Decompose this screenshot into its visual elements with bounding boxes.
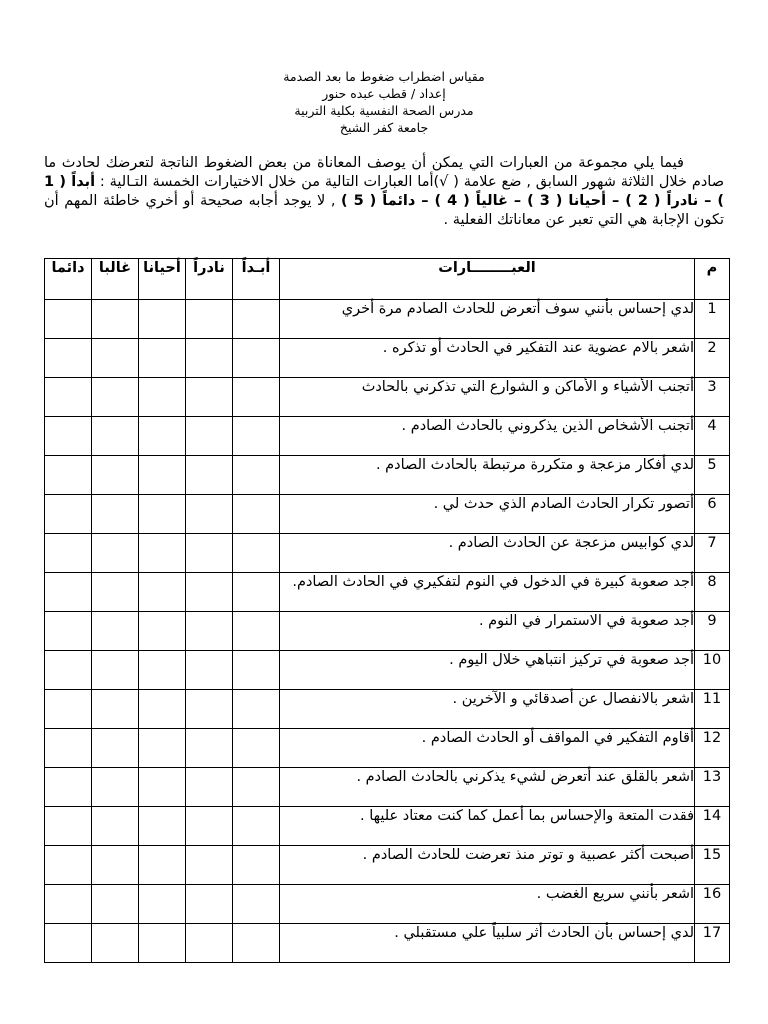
- instructions-paragraph: [44, 154, 724, 230]
- answer-cell-sometimes[interactable]: [139, 534, 186, 573]
- answer-cell-always[interactable]: [45, 924, 92, 963]
- answer-cell-sometimes[interactable]: [139, 885, 186, 924]
- table-row: [45, 339, 730, 378]
- answer-cell-often[interactable]: [92, 768, 139, 807]
- table-row: [45, 495, 730, 534]
- item-number: 10: [695, 651, 730, 690]
- table-row: [45, 651, 730, 690]
- table-header-row: [45, 259, 730, 300]
- item-number: 7: [695, 534, 730, 573]
- item-statement: أجد صعوبة كبيرة في الدخول في النوم لتفكيري في الحادث الصادم.: [280, 573, 695, 612]
- answer-cell-always[interactable]: [45, 807, 92, 846]
- answer-cell-rarely[interactable]: [186, 612, 233, 651]
- item-number: 5: [695, 456, 730, 495]
- scale-table: [44, 258, 730, 963]
- answer-cell-rarely[interactable]: [186, 729, 233, 768]
- header-rarely: نادراً: [186, 259, 233, 300]
- answer-cell-never[interactable]: [233, 573, 280, 612]
- item-statement: لدي إحساس بأنني سوف أتعرض للحادث الصادم مرة أخري: [280, 300, 695, 339]
- header-number: م: [695, 259, 730, 300]
- answer-cell-never[interactable]: [233, 612, 280, 651]
- answer-cell-often[interactable]: [92, 885, 139, 924]
- answer-cell-always[interactable]: [45, 339, 92, 378]
- item-statement: أتجنب الأشياء و الأماكن و الشوارع التي تذكرني بالحادث: [280, 378, 695, 417]
- answer-cell-never[interactable]: [233, 885, 280, 924]
- header-always: دائما: [45, 259, 92, 300]
- answer-cell-often[interactable]: [92, 417, 139, 456]
- item-number: 13: [695, 768, 730, 807]
- item-statement: أقاوم التفكير في المواقف أو الحادث الصادم .: [280, 729, 695, 768]
- table-row: [45, 729, 730, 768]
- item-statement: اشعر بالقلق عند أتعرض لشيء يذكرني بالحادث الصادم .: [280, 768, 695, 807]
- table-row: [45, 690, 730, 729]
- answer-cell-rarely[interactable]: [186, 456, 233, 495]
- item-number: 16: [695, 885, 730, 924]
- answer-cell-never[interactable]: [233, 924, 280, 963]
- instructions-part2: , لا يوجد أجابه صحيحة أو أخري خاطئة المهم أن تكون الإجابة هي التي تعبر عن معاناتك الفعلية .: [44, 193, 724, 228]
- instructions-part1: فيما يلي مجموعة من العبارات التي يمكن أن يوصف المعاناة من بعض الضغوط الناتجة لتعرضك لحادث ما صادم خلال الثلاثة شهور السابق , ضع علامة ( √)أما العبارات التالية من خلال الاختيارات الخمسة التـالية :: [44, 155, 725, 190]
- answer-cell-sometimes[interactable]: [139, 612, 186, 651]
- table-row: [45, 924, 730, 963]
- answer-cell-rarely[interactable]: [186, 690, 233, 729]
- table-row: [45, 534, 730, 573]
- table-row: [45, 378, 730, 417]
- answer-cell-often[interactable]: [92, 495, 139, 534]
- table-row: [45, 417, 730, 456]
- answer-cell-often[interactable]: [92, 729, 139, 768]
- answer-cell-never[interactable]: [233, 456, 280, 495]
- answer-cell-sometimes[interactable]: [139, 495, 186, 534]
- prepared-by: إعداد / قطب عبده حنور: [322, 86, 446, 101]
- item-number: 3: [695, 378, 730, 417]
- answer-cell-always[interactable]: [45, 417, 92, 456]
- answer-cell-sometimes[interactable]: [139, 339, 186, 378]
- header-never: أبـداً: [233, 259, 280, 300]
- answer-cell-sometimes[interactable]: [139, 768, 186, 807]
- answer-cell-sometimes[interactable]: [139, 417, 186, 456]
- answer-cell-often[interactable]: [92, 846, 139, 885]
- item-number: 2: [695, 339, 730, 378]
- answer-cell-always[interactable]: [45, 690, 92, 729]
- item-statement: لدي أفكار مزعجة و متكررة مرتبطة بالحادث الصادم .: [280, 456, 695, 495]
- answer-cell-often[interactable]: [92, 807, 139, 846]
- item-statement: أتصور تكرار الحادث الصادم الذي حدث لي .: [280, 495, 695, 534]
- answer-cell-rarely[interactable]: [186, 846, 233, 885]
- answer-cell-sometimes[interactable]: [139, 729, 186, 768]
- answer-cell-often[interactable]: [92, 573, 139, 612]
- item-statement: أجد صعوبة في تركيز انتباهي خلال اليوم .: [280, 651, 695, 690]
- item-number: 6: [695, 495, 730, 534]
- table-row: [45, 456, 730, 495]
- answer-cell-sometimes[interactable]: [139, 924, 186, 963]
- table-row: [45, 846, 730, 885]
- answer-cell-rarely[interactable]: [186, 651, 233, 690]
- item-number: 8: [695, 573, 730, 612]
- answer-cell-often[interactable]: [92, 300, 139, 339]
- table-row: [45, 807, 730, 846]
- answer-cell-always[interactable]: [45, 573, 92, 612]
- header-often: غالبا: [92, 259, 139, 300]
- answer-cell-always[interactable]: [45, 495, 92, 534]
- answer-cell-sometimes[interactable]: [139, 690, 186, 729]
- item-statement: أصبحت أكثر عصبية و توتر منذ تعرضت للحادث الصادم .: [280, 846, 695, 885]
- table-row: [45, 573, 730, 612]
- answer-cell-never[interactable]: [233, 729, 280, 768]
- answer-cell-always[interactable]: [45, 768, 92, 807]
- item-statement: لدي كوابيس مزعجة عن الحادث الصادم .: [280, 534, 695, 573]
- item-number: 1: [695, 300, 730, 339]
- item-statement: فقدت المتعة والإحساس بما أعمل كما كنت معتاد عليها .: [280, 807, 695, 846]
- author-position: مدرس الصحة النفسية بكلية التربية: [294, 103, 474, 118]
- answer-cell-never[interactable]: [233, 339, 280, 378]
- item-number: 12: [695, 729, 730, 768]
- document-header: [0, 68, 768, 136]
- answer-cell-always[interactable]: [45, 378, 92, 417]
- answer-cell-sometimes[interactable]: [139, 300, 186, 339]
- table-row: [45, 300, 730, 339]
- answer-cell-always[interactable]: [45, 300, 92, 339]
- answer-cell-often[interactable]: [92, 690, 139, 729]
- answer-cell-sometimes[interactable]: [139, 456, 186, 495]
- answer-cell-always[interactable]: [45, 612, 92, 651]
- item-number: 17: [695, 924, 730, 963]
- instructions-text: [44, 154, 724, 230]
- header-statements: العبــــــــارات: [280, 259, 695, 300]
- answer-cell-never[interactable]: [233, 651, 280, 690]
- item-number: 11: [695, 690, 730, 729]
- answer-cell-often[interactable]: [92, 378, 139, 417]
- answer-cell-rarely[interactable]: [186, 339, 233, 378]
- answer-cell-rarely[interactable]: [186, 573, 233, 612]
- answer-cell-rarely[interactable]: [186, 807, 233, 846]
- table-row: [45, 885, 730, 924]
- answer-cell-never[interactable]: [233, 300, 280, 339]
- answer-cell-always[interactable]: [45, 885, 92, 924]
- table-row: [45, 768, 730, 807]
- answer-cell-never[interactable]: [233, 417, 280, 456]
- item-statement: اشعر بالام عضوية عند التفكير في الحادث أو تذكره .: [280, 339, 695, 378]
- scale-title: مقياس اضطراب ضغوط ما بعد الصدمة: [283, 69, 485, 84]
- answer-cell-often[interactable]: [92, 612, 139, 651]
- answer-cell-always[interactable]: [45, 534, 92, 573]
- header-sometimes: أحيانا: [139, 259, 186, 300]
- item-number: 14: [695, 807, 730, 846]
- item-statement: اشعر بأنني سريع الغضب .: [280, 885, 695, 924]
- answer-cell-often[interactable]: [92, 339, 139, 378]
- answer-cell-never[interactable]: [233, 846, 280, 885]
- answer-cell-never[interactable]: [233, 768, 280, 807]
- answer-cell-rarely[interactable]: [186, 300, 233, 339]
- item-number: 15: [695, 846, 730, 885]
- answer-cell-sometimes[interactable]: [139, 651, 186, 690]
- answer-cell-never[interactable]: [233, 495, 280, 534]
- answer-cell-never[interactable]: [233, 807, 280, 846]
- answer-cell-often[interactable]: [92, 456, 139, 495]
- answer-cell-sometimes[interactable]: [139, 807, 186, 846]
- item-number: 9: [695, 612, 730, 651]
- table-row: [45, 612, 730, 651]
- item-statement: أتجنب الأشخاص الذين يذكروني بالحادث الصادم .: [280, 417, 695, 456]
- answer-cell-often[interactable]: [92, 651, 139, 690]
- answer-cell-always[interactable]: [45, 456, 92, 495]
- answer-cell-always[interactable]: [45, 846, 92, 885]
- answer-cell-sometimes[interactable]: [139, 846, 186, 885]
- answer-cell-rarely[interactable]: [186, 417, 233, 456]
- answer-cell-always[interactable]: [45, 651, 92, 690]
- answer-cell-rarely[interactable]: [186, 924, 233, 963]
- answer-cell-sometimes[interactable]: [139, 378, 186, 417]
- answer-cell-rarely[interactable]: [186, 495, 233, 534]
- university-name: جامعة كفر الشيخ: [339, 120, 429, 135]
- answer-cell-always[interactable]: [45, 729, 92, 768]
- item-statement: اشعر بالانفصال عن أصدقائي و الآخرين .: [280, 690, 695, 729]
- answer-cell-rarely[interactable]: [186, 378, 233, 417]
- answer-cell-never[interactable]: [233, 690, 280, 729]
- answer-cell-often[interactable]: [92, 534, 139, 573]
- answer-cell-often[interactable]: [92, 924, 139, 963]
- answer-options: أبداً ( 1 ) – نادراً ( 2 ) – أحيانا ( 3 ) – غالياً ( 4 ) – دائماً ( 5 ): [44, 174, 724, 209]
- answer-cell-sometimes[interactable]: [139, 573, 186, 612]
- answer-cell-never[interactable]: [233, 378, 280, 417]
- answer-cell-rarely[interactable]: [186, 768, 233, 807]
- answer-cell-rarely[interactable]: [186, 534, 233, 573]
- item-statement: لدي إحساس بأن الحادث أثر سلبياً علي مستقبلي .: [280, 924, 695, 963]
- answer-cell-never[interactable]: [233, 534, 280, 573]
- item-number: 4: [695, 417, 730, 456]
- item-statement: أجد صعوبة في الاستمرار في النوم .: [280, 612, 695, 651]
- answer-cell-rarely[interactable]: [186, 885, 233, 924]
